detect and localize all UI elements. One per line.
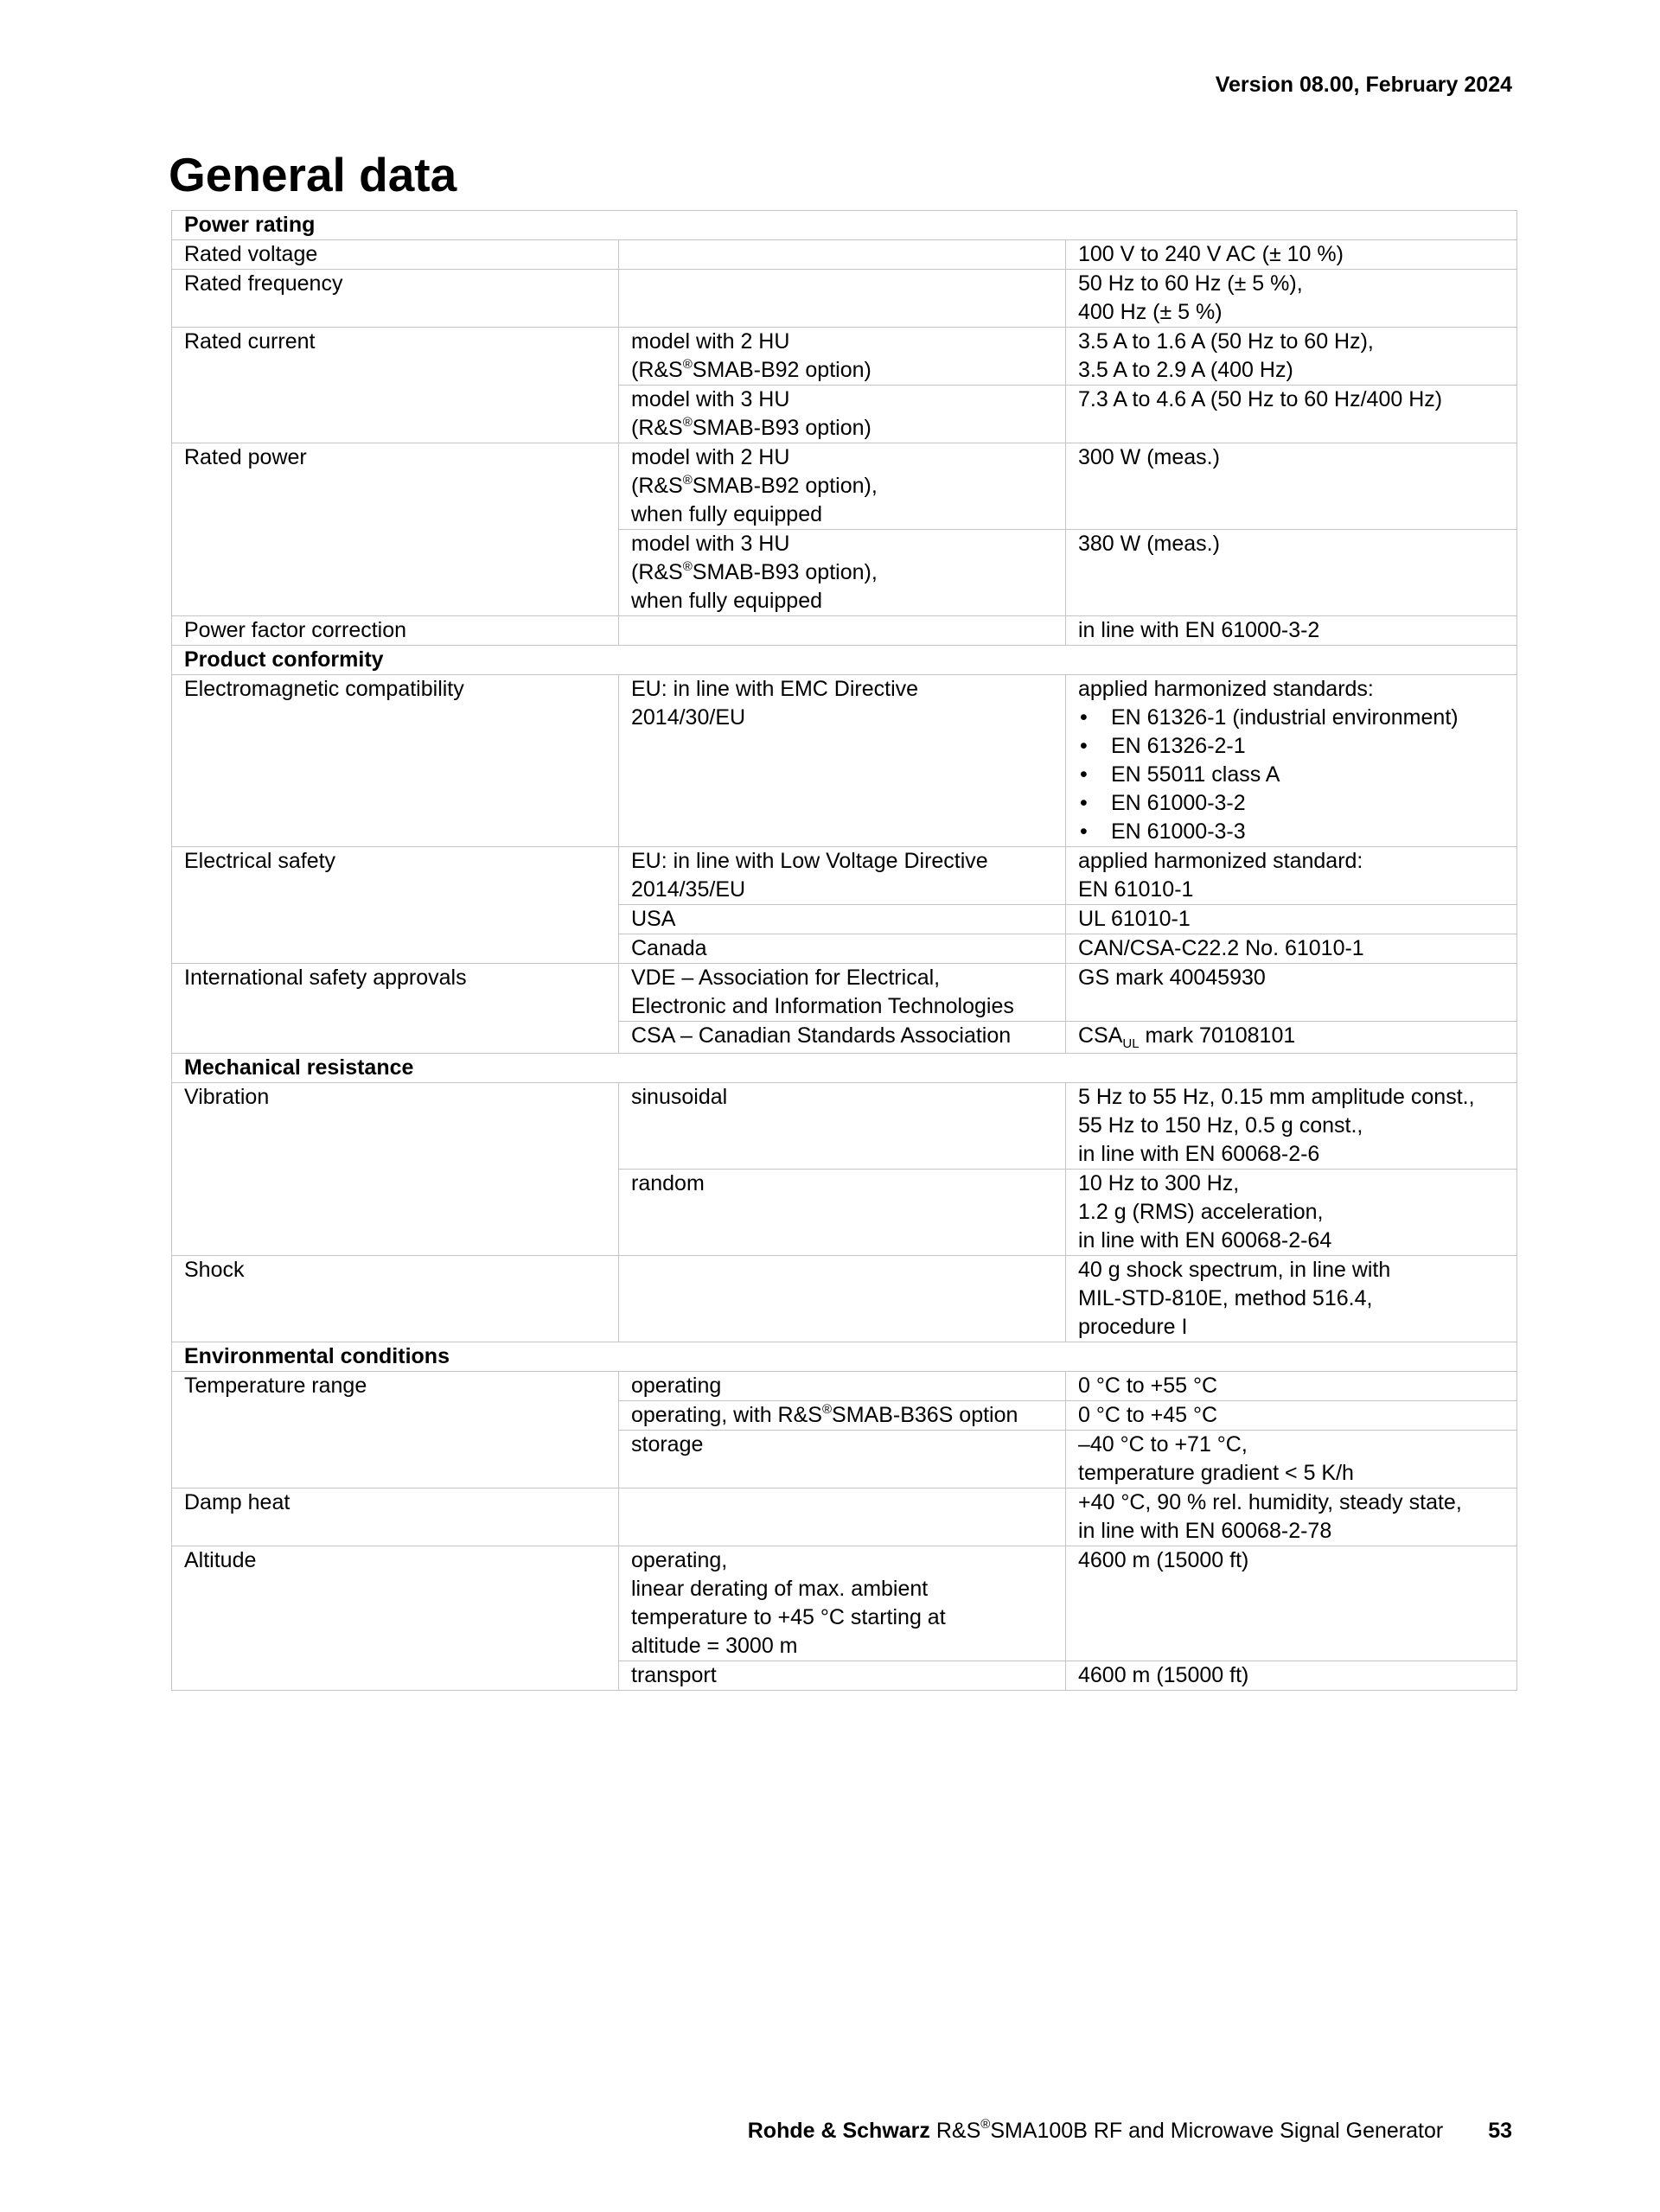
- table-row: [172, 1083, 1517, 1170]
- condition-cell: EU: in line with EMC Directive 2014/30/EU: [619, 675, 1066, 847]
- value-cell: UL 61010-1: [1066, 905, 1517, 934]
- footer-brand: Rohde & Schwarz: [747, 2119, 930, 2143]
- table-row: [172, 616, 1517, 646]
- condition-cell: operating, linear derating of max. ambient temperature to +45 °C starting at altitude = 3000 m: [619, 1546, 1066, 1661]
- value-cell: GS mark 40045930: [1066, 964, 1517, 1022]
- section-heading: Product conformity: [172, 646, 1517, 675]
- standards-list: [1078, 704, 1504, 846]
- param-label: Rated current: [172, 328, 619, 443]
- general-data-table: [171, 210, 1517, 1691]
- section-heading: Environmental conditions: [172, 1342, 1517, 1372]
- condition-cell: [619, 270, 1066, 328]
- table-row: [172, 675, 1517, 847]
- condition-cell: operating: [619, 1372, 1066, 1401]
- value-cell: applied harmonized standard: EN 61010-1: [1066, 847, 1517, 905]
- value-cell: 3.5 A to 1.6 A (50 Hz to 60 Hz), 3.5 A to 2.9 A (400 Hz): [1066, 328, 1517, 386]
- section-heading: Mechanical resistance: [172, 1054, 1517, 1083]
- value-cell: applied harmonized standards: • EN 61326-1 (industrial environment) • EN 61326-2-1 • EN 55011 class A • EN 61000-3-2 • EN 61000-3-3: [1066, 675, 1517, 847]
- value-cell: in line with EN 61000-3-2: [1066, 616, 1517, 646]
- param-label: Altitude: [172, 1546, 619, 1691]
- list-item: • EN 61326-1 (industrial environment): [1078, 704, 1504, 732]
- list-item: • EN 61000-3-3: [1078, 818, 1504, 846]
- value-cell: 7.3 A to 4.6 A (50 Hz to 60 Hz/400 Hz): [1066, 386, 1517, 443]
- param-label: Electrical safety: [172, 847, 619, 964]
- value-cell: 10 Hz to 300 Hz, 1.2 g (RMS) acceleration, in line with EN 60068-2-64: [1066, 1170, 1517, 1256]
- section-row-environmental-conditions: [172, 1342, 1517, 1372]
- condition-cell: model with 2 HU (R&S®SMAB-B92 option), when fully equipped: [619, 443, 1066, 530]
- value-cell: 0 °C to +55 °C: [1066, 1372, 1517, 1401]
- param-label: Electromagnetic compatibility: [172, 675, 619, 847]
- condition-cell: operating, with R&S®SMAB-B36S option: [619, 1401, 1066, 1431]
- condition-cell: [619, 1256, 1066, 1342]
- page-footer: [748, 2119, 1512, 2144]
- section-row-mechanical-resistance: [172, 1054, 1517, 1083]
- param-label: Rated frequency: [172, 270, 619, 328]
- table-row: [172, 1256, 1517, 1342]
- condition-cell: [619, 616, 1066, 646]
- table-row: [172, 964, 1517, 1022]
- section-row-product-conformity: [172, 646, 1517, 675]
- param-label: International safety approvals: [172, 964, 619, 1054]
- list-item: • EN 61326-2-1: [1078, 732, 1504, 761]
- param-label: Power factor correction: [172, 616, 619, 646]
- condition-cell: sinusoidal: [619, 1083, 1066, 1170]
- condition-cell: random: [619, 1170, 1066, 1256]
- value-cell: 5 Hz to 55 Hz, 0.15 mm amplitude const., 55 Hz to 150 Hz, 0.5 g const., in line with EN 60068-2-6: [1066, 1083, 1517, 1170]
- condition-cell: [619, 240, 1066, 270]
- condition-cell: model with 3 HU (R&S®SMAB-B93 option): [619, 386, 1066, 443]
- value-cell: +40 °C, 90 % rel. humidity, steady state, in line with EN 60068-2-78: [1066, 1488, 1517, 1546]
- value-cell: $CSA_{UL}$ mark 70108101: [1066, 1022, 1517, 1054]
- value-cell: 40 g shock spectrum, in line with MIL-STD-810E, method 516.4, procedure I: [1066, 1256, 1517, 1342]
- param-label: Rated power: [172, 443, 619, 616]
- param-label: Shock: [172, 1256, 619, 1342]
- value-cell: 50 Hz to 60 Hz (± 5 %), 400 Hz (± 5 %): [1066, 270, 1517, 328]
- registered-mark: ®: [980, 2117, 991, 2132]
- condition-cell: transport: [619, 1661, 1066, 1691]
- table-row: [172, 847, 1517, 905]
- condition-cell: model with 3 HU (R&S®SMAB-B93 option), when fully equipped: [619, 530, 1066, 616]
- value-cell: 380 W (meas.): [1066, 530, 1517, 616]
- table-row: [172, 443, 1517, 530]
- table-row: [172, 1372, 1517, 1401]
- document-version: Version 08.00, February 2024: [1215, 73, 1512, 97]
- value-cell: 100 V to 240 V AC (± 10 %): [1066, 240, 1517, 270]
- list-item: • EN 61000-3-2: [1078, 789, 1504, 818]
- condition-cell: USA: [619, 905, 1066, 934]
- page-title: General data: [169, 148, 457, 201]
- condition-cell: CSA – Canadian Standards Association: [619, 1022, 1066, 1054]
- condition-cell: model with 2 HU (R&S®SMAB-B92 option): [619, 328, 1066, 386]
- condition-cell: Canada: [619, 934, 1066, 964]
- table-row: [172, 240, 1517, 270]
- list-item: • EN 55011 class A: [1078, 761, 1504, 789]
- condition-cell: [619, 1488, 1066, 1546]
- table-row: [172, 1488, 1517, 1546]
- footer-product-prefix: R&S: [929, 2119, 981, 2143]
- value-cell: 0 °C to +45 °C: [1066, 1401, 1517, 1431]
- section-row-power-rating: [172, 211, 1517, 240]
- value-cell: 4600 m (15000 ft): [1066, 1661, 1517, 1691]
- footer-product: SMA100B RF and Microwave Signal Generator: [990, 2119, 1444, 2143]
- condition-cell: storage: [619, 1431, 1066, 1488]
- value-cell: 4600 m (15000 ft): [1066, 1546, 1517, 1661]
- table-row: [172, 328, 1517, 386]
- value-cell: 300 W (meas.): [1066, 443, 1517, 530]
- section-heading: Power rating: [172, 211, 1517, 240]
- value-cell: CAN/CSA-C22.2 No. 61010-1: [1066, 934, 1517, 964]
- param-label: Temperature range: [172, 1372, 619, 1488]
- param-label: Rated voltage: [172, 240, 619, 270]
- param-label: Damp heat: [172, 1488, 619, 1546]
- table-row: [172, 1546, 1517, 1661]
- param-label: Vibration: [172, 1083, 619, 1256]
- condition-cell: EU: in line with Low Voltage Directive 2014/35/EU: [619, 847, 1066, 905]
- value-cell: –40 °C to +71 °C, temperature gradient < 5 K/h: [1066, 1431, 1517, 1488]
- table-row: [172, 270, 1517, 328]
- page-number: 53: [1488, 2119, 1512, 2143]
- condition-cell: VDE – Association for Electrical, Electronic and Information Technologies: [619, 964, 1066, 1022]
